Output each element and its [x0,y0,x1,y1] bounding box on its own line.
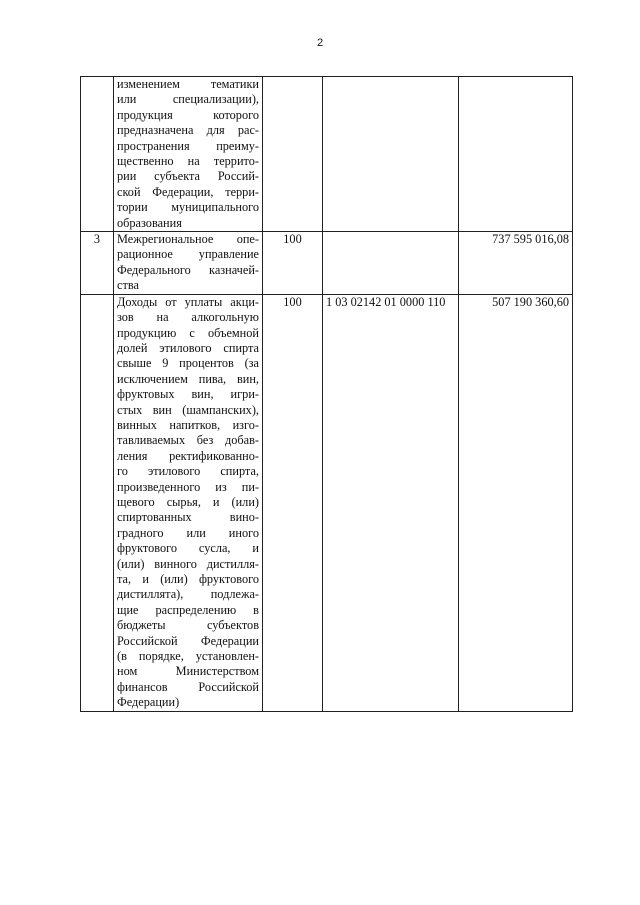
description-line: щевого сырья, и (или) [117,494,259,509]
description-line: Федерации) [117,695,180,710]
description-line: ном Министерством [117,664,259,679]
page-number: 2 [316,37,324,49]
description-line: фруктовых вин, игри- [117,387,259,402]
description-line: тории муниципального [117,200,259,215]
description-line: Межрегиональное опе- [117,232,259,247]
description-line: или специализации), [117,92,259,107]
admin-code-cell: 100 [263,294,323,711]
description-line: (или) винного дистилля- [117,556,259,571]
description-cell [114,232,263,295]
description-line: ской Федерации, терри- [117,184,259,199]
description-line: финансов Российской [117,679,259,694]
description-line: рии субъекта Россий- [117,169,259,184]
description-line: стых вин (шампанских), [117,402,259,417]
row-number-cell [81,77,114,232]
description-line: та, и (или) фруктового [117,572,259,586]
table-row [81,77,573,232]
description-line: ства [117,278,139,293]
description-line: Федерального казначей- [117,262,259,277]
description-line: винных напитков, изго- [117,417,259,432]
description-line: Российской Федерации [117,633,259,648]
row-number-cell [81,294,114,711]
description-line: продукция которого [117,107,259,122]
description-line: дистиллята), подлежа- [117,587,259,602]
description-line: тавливаемых без добав- [117,433,259,448]
income-code-cell: 1 03 02142 01 0000 110 [323,294,459,711]
description-line: щественно на террито- [117,154,259,169]
description-line: свыше 9 процентов (за [117,356,259,371]
description-line: образования [117,215,182,230]
description-line: го этилового спирта, [117,464,259,479]
table-row [81,294,573,711]
description-line: продукцию с объемной [117,325,259,340]
description-line: градного или иного [117,525,259,540]
description-line: (в порядке, установлен- [117,649,259,664]
admin-code-cell: 100 [263,232,323,295]
description-cell [114,77,263,232]
description-line: рационное управление [117,247,259,262]
description-line: зов на алкогольную [117,310,259,325]
description-cell [114,294,263,711]
amount-cell: 737 595 016,08 [459,232,573,295]
description-line: исключением пива, вин, [117,371,259,386]
description-line: щие распределению в [117,602,259,617]
description-line: изменением тематики [117,77,259,91]
description-line: фруктового сусла, и [117,541,259,556]
amount-cell [459,77,573,232]
description-line: предназначена для рас- [117,123,259,138]
description-line: долей этилового спирта [117,340,259,355]
budget-revenue-table [80,76,573,712]
amount-cell: 507 190 360,60 [459,294,573,711]
description-line: пространения преиму- [117,138,259,153]
description-line: ления ректификованно- [117,448,259,463]
description-line: произведенного из пи- [117,479,259,494]
admin-code-cell [263,77,323,232]
row-number-cell: 3 [81,232,114,295]
income-code-cell [323,232,459,295]
income-code-cell [323,77,459,232]
description-line: бюджеты субъектов [117,618,259,633]
table-row [81,232,573,295]
description-line: Доходы от уплаты акци- [117,294,259,309]
description-line: спиртованных вино- [117,510,259,525]
